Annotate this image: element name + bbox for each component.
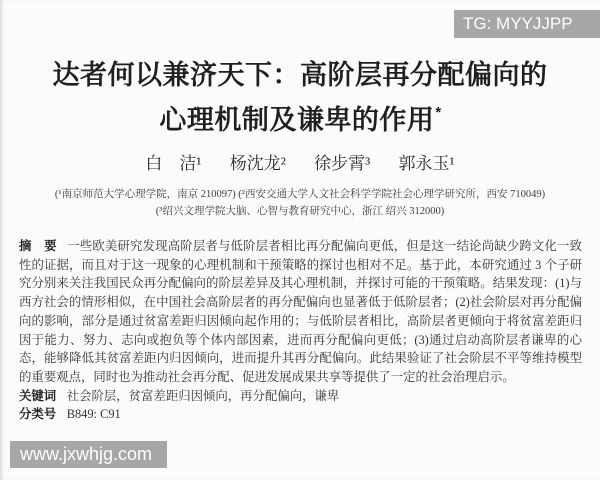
affiliation-list (0, 187, 600, 220)
abstract-text: 一些欧美研究发现高阶层者与低阶层者相比再分配偏向更低，但是这一结论尚缺少跨文化一致性的证据，而且对于这一现象的心理机制和干预策略的探讨也相对不足。基于此，本研究通过 3 个子研究分别来关注我国民众再分配偏向的阶层差异及其心理机制，并探讨可能的干预策略。结果发现：(1)与西方社会的情形相似，在中国社会高阶层者的再分配偏向也显著低于低阶层者；(2)社会阶层对再分配偏向的影响，部分是通过贫富差距归因倾向起作用的；与低阶层者相比，高阶层者更倾向于将贫富差距归因于能力、努力、志向或抱负等个体内部因素，进而再分配偏向更低；(3)通过启动高阶层者谦卑的心态，能够降低其贫富差距内归因倾向，进而提升其再分配偏向。此结果验证了社会阶层不平等维持模型的重要观点，同时也为推动社会再分配、促进发展成果共享等提供了一定的社会治理启示。 (19, 239, 583, 384)
author-name: 白 洁¹ (145, 154, 202, 173)
author-name: 杨沈龙² (229, 154, 286, 173)
watermark-website-badge: www.jxwhjg.com (10, 441, 167, 468)
paper-title-line-2 (0, 95, 600, 140)
classification-value: B849: C91 (66, 407, 121, 422)
affiliation-line: (¹南京师范大学心理学院，南京 210097) (²西安交通大学人文社会科学学院社会心理学研究所，西安 710049) (54, 189, 546, 200)
author-name: 郭永玉¹ (398, 154, 455, 173)
abstract-label: 摘 要 (19, 239, 57, 253)
classification-line (19, 405, 582, 424)
keywords-label: 关键词 (19, 388, 57, 403)
abstract-paragraph (19, 237, 582, 387)
author-name: 徐步霄³ (314, 154, 371, 173)
paper-title (0, 56, 600, 140)
front-matter-text (19, 237, 582, 424)
paper-title-line-2-text: 心理机制及谦卑的作用 (159, 105, 435, 135)
affiliation-line: (³绍兴文理学院大脑、心智与教育研究中心，浙江 绍兴 312000) (155, 205, 445, 217)
classification-label: 分类号 (19, 407, 57, 422)
paper-title-line-1: 达者何以兼济天下：高阶层再分配偏向的 (52, 60, 548, 90)
title-footnote-asterisk: * (435, 104, 442, 121)
author-list (0, 149, 600, 174)
keywords-line (19, 387, 582, 406)
keywords-text: 社会阶层，贫富差距归因倾向，再分配偏向，谦卑 (66, 388, 340, 403)
watermark-telegram-badge: TG: MYYJJPP (454, 10, 600, 38)
